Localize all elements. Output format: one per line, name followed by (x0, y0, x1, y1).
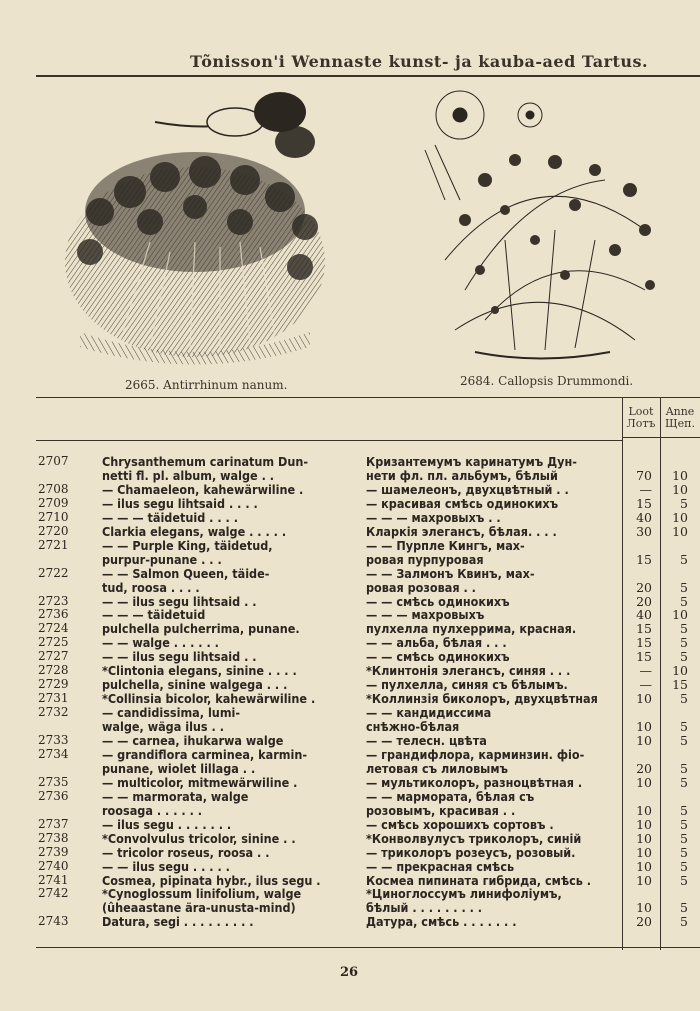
price-packet: 5 (680, 495, 688, 511)
latin-name: (ûheaastane ära-unusta-mind) (102, 900, 296, 916)
price-lot: 10 (636, 858, 652, 874)
col-head-anne-et: Anne (665, 405, 695, 418)
russian-name: снѣжно-бѣлая (366, 719, 460, 735)
latin-name: — — ilus segu lihtsaid . . (102, 649, 257, 665)
price-packet: 5 (680, 802, 688, 818)
latin-name: *Convolvulus tricolor, sinine . . (102, 830, 296, 846)
price-lot: 30 (636, 523, 652, 539)
russian-name: *Клинтонія элегансъ, синяя . . . (366, 663, 571, 679)
price-lot: 15 (636, 551, 652, 567)
row-number: 2741 (38, 872, 69, 887)
latin-name: walge, wäga ilus . . (102, 719, 224, 735)
latin-name: — ilus segu lihtsaid . . . . (102, 495, 258, 511)
price-lot: 20 (636, 760, 652, 776)
latin-name: pulchella pulcherrima, punane. (102, 621, 300, 637)
price-packet: 5 (680, 858, 688, 874)
russian-name: — мультиколоръ, разноцвѣтная . (366, 774, 583, 790)
russian-name: бѣлый . . . . . . . . . (366, 900, 483, 916)
row-number: 2710 (38, 509, 69, 524)
antirrhinum-illustration (60, 92, 330, 377)
russian-name: — пулхелла, синяя съ бѣлымъ. (366, 677, 568, 693)
latin-name: — candidissima, lumi- (102, 705, 241, 721)
price-lot: 10 (636, 733, 652, 748)
caption-callopsis: 2684. Callopsis Drummondi. (460, 374, 634, 388)
price-packet: 5 (680, 579, 688, 595)
latin-name: — tricolor roseus, roosa . . (102, 844, 270, 860)
russian-name: Датура, смѣсь . . . . . . . (366, 914, 517, 930)
latin-name: Datura, segi . . . . . . . . . (102, 914, 254, 930)
latin-name: Clarkia elegans, walge . . . . . (102, 523, 287, 539)
price-lot: 15 (636, 495, 652, 511)
russian-name: — — смѣсь одинокихъ (366, 593, 510, 609)
russian-name: — шамелеонъ, двухцвѣтный . . (366, 481, 569, 497)
russian-name: Кларкія элегансъ, бѣлая. . . . (366, 523, 557, 539)
price-packet: 5 (680, 551, 688, 567)
price-packet: 10 (672, 523, 688, 539)
price-lot: 10 (636, 816, 652, 832)
price-lot: 20 (636, 593, 652, 609)
russian-name: розовымъ, красивая . . (366, 802, 516, 818)
russian-name: — — кандидиссима (366, 705, 492, 721)
price-packet: 5 (680, 649, 688, 665)
price-lot: 10 (636, 872, 652, 888)
price-packet: 5 (680, 691, 688, 707)
russian-name: — — Залмонъ Квинъ, мах- (366, 565, 535, 581)
latin-name: *Collinsia bicolor, kahewärwiline . (102, 691, 316, 707)
latin-name: punane, wiolet lillaga . . (102, 760, 256, 776)
price-packet: 10 (672, 607, 688, 623)
price-lot: — (639, 663, 652, 679)
price-packet: 5 (680, 774, 688, 790)
price-packet: 5 (680, 733, 688, 748)
price-packet: 5 (680, 593, 688, 609)
table-bottom-rule (36, 947, 700, 948)
latin-name: — — marmorata, walge (102, 788, 249, 804)
col-head-loot (622, 406, 660, 430)
row-number: 2724 (38, 621, 69, 636)
row-number: 2720 (38, 523, 69, 538)
price-packet: 15 (672, 677, 688, 693)
page-header: Tõnisson'i Wennaste kunst- ja kauba-aed Tartus. (190, 52, 649, 71)
russian-name: — — телесн. цвѣта (366, 733, 487, 748)
price-lot: 10 (636, 719, 652, 735)
table-head-rule (622, 437, 700, 438)
price-packet: 5 (680, 719, 688, 735)
price-packet: 5 (680, 900, 688, 916)
row-number: 2742 (38, 886, 69, 901)
russian-name: *Конволвулусъ триколоръ, синій (366, 830, 582, 846)
latin-name: Chrysanthemum carinatum Dun- (102, 454, 309, 469)
row-number: 2743 (38, 914, 69, 929)
russian-name: — красивая смѣсь одинокихъ (366, 495, 559, 511)
russian-name: — — альба, бѣлая . . . (366, 635, 507, 651)
price-lot: 15 (636, 621, 652, 637)
latin-name: — ilus segu . . . . . . . (102, 816, 232, 832)
latin-name: *Cynoglossum linifolium, walge (102, 886, 302, 902)
row-number: 2738 (38, 830, 69, 845)
latin-name: — — — täidetuid (102, 607, 206, 623)
price-lot: 10 (636, 802, 652, 818)
latin-name: roosaga . . . . . . (102, 802, 203, 818)
row-number: 2721 (38, 537, 69, 552)
russian-name: летовая съ лиловымъ (366, 760, 508, 776)
caption-antirrhinum: 2665. Antirrhinum nanum. (125, 378, 288, 392)
row-number: 2723 (38, 593, 69, 608)
row-number: 2737 (38, 816, 69, 831)
row-number: 2733 (38, 733, 69, 747)
col-head-anne (661, 406, 699, 430)
row-number: 2736 (38, 788, 69, 803)
latin-name: Cosmea, pipinata hybr., ilus segu . (102, 872, 321, 888)
price-packet: 10 (672, 481, 688, 497)
price-packet: 10 (672, 509, 688, 525)
russian-name: пулхелла пулхеррима, красная. (366, 621, 577, 637)
price-packet: 5 (680, 830, 688, 846)
latin-name: — — carnea, ihukarwa walge (102, 733, 284, 748)
row-number: 2728 (38, 663, 69, 678)
latin-name: pulchella, sinine walgega . . . (102, 677, 288, 693)
price-packet: 5 (680, 621, 688, 637)
page-number: 26 (340, 965, 359, 980)
row-number: 2732 (38, 705, 69, 720)
russian-name: ровая пурпуровая (366, 551, 484, 567)
price-lot: 10 (636, 900, 652, 916)
price-packet: 10 (672, 467, 688, 483)
header-rule (36, 75, 700, 77)
row-number: 2734 (38, 746, 69, 761)
latin-name: — multicolor, mitmewärwiline . (102, 774, 298, 790)
latin-name: — — ilus segu . . . . . (102, 858, 230, 874)
price-lot: 20 (636, 579, 652, 595)
price-lot: 20 (636, 914, 652, 930)
latin-name: — — Purple King, täidetud, (102, 537, 273, 553)
row-number: 2725 (38, 635, 69, 650)
russian-name: — — мармората, бѣлая съ (366, 788, 535, 804)
row-number: 2708 (38, 481, 69, 496)
price-lot: 10 (636, 830, 652, 846)
price-column-divider-mid (660, 397, 661, 950)
price-packet: 5 (680, 816, 688, 832)
table-top-rule (36, 397, 700, 398)
russian-name: *Циноглоссумъ линифоліумъ, (366, 886, 562, 902)
latin-name: — — ilus segu lihtsaid . . (102, 593, 257, 609)
row-number: 2727 (38, 649, 69, 664)
russian-name: — — Пурпле Кингъ, мах- (366, 537, 525, 553)
row-number: 2736 (38, 607, 69, 622)
russian-name: — — — махровыхъ (366, 607, 485, 623)
price-lot: 15 (636, 649, 652, 665)
latin-name: *Clintonia elegans, sinine . . . . (102, 663, 297, 679)
row-number: 2731 (38, 691, 69, 706)
row-number: 2729 (38, 677, 69, 692)
price-lot: — (639, 481, 652, 497)
russian-name: ровая розовая . . (366, 579, 476, 595)
russian-name: — грандифлора, карминзин. фіо- (366, 746, 585, 762)
row-number: 2722 (38, 565, 69, 580)
price-lot: 10 (636, 844, 652, 860)
price-lot: 40 (636, 509, 652, 525)
callopsis-illustration (405, 90, 670, 370)
row-number: 2739 (38, 844, 69, 859)
col-head-loot-ru: Лотъ (626, 417, 656, 430)
russian-name: *Коллинзія биколоръ, двухцвѣтная (366, 691, 598, 707)
russian-name: Космеа пипината гибрида, смѣсь . (366, 872, 592, 888)
price-packet: 5 (680, 760, 688, 776)
price-lot: 40 (636, 607, 652, 623)
price-lot: 10 (636, 774, 652, 790)
latin-name: — Chamaeleon, kahewärwiline . (102, 481, 304, 497)
latin-name: — — — täidetuid . . . . (102, 509, 239, 525)
latin-name: purpur-punane . . . (102, 551, 222, 567)
latin-name: — — Salmon Queen, täide- (102, 565, 270, 581)
russian-name: — триколоръ розеусъ, розовый. (366, 844, 576, 860)
russian-name: — смѣсь хорошихъ сортовъ . (366, 816, 554, 832)
russian-name: — — — махровыхъ . . (366, 509, 501, 525)
russian-name: Кризантемумъ каринатумъ Дун- (366, 454, 577, 469)
russian-name: нети фл. пл. альбумъ, бѣлый (366, 467, 558, 483)
price-lot: 10 (636, 691, 652, 707)
col-head-anne-ru: Щеп. (665, 417, 695, 430)
price-packet: 10 (672, 663, 688, 679)
russian-name: — — прекрасная смѣсь (366, 858, 515, 874)
price-column-divider-left (622, 397, 623, 950)
latin-name: netti fl. pl. album, walge . . (102, 467, 275, 483)
price-lot: 70 (636, 467, 652, 483)
price-packet: 5 (680, 635, 688, 651)
latin-name: — — walge . . . . . . (102, 635, 219, 651)
row-number: 2709 (38, 495, 69, 510)
row-number: 2707 (38, 454, 69, 468)
table-head-rule-left (36, 440, 622, 441)
row-number: 2735 (38, 774, 69, 789)
latin-name: tud, roosa . . . . (102, 579, 200, 595)
russian-name: — — смѣсь одинокихъ (366, 649, 510, 665)
latin-name: — grandiflora carminea, karmin- (102, 746, 308, 762)
price-packet: 5 (680, 872, 688, 888)
price-lot: 15 (636, 635, 652, 651)
col-head-loot-et: Loot (628, 405, 654, 418)
price-packet: 5 (680, 914, 688, 930)
price-lot: — (639, 677, 652, 693)
row-number: 2740 (38, 858, 69, 873)
price-packet: 5 (680, 844, 688, 860)
